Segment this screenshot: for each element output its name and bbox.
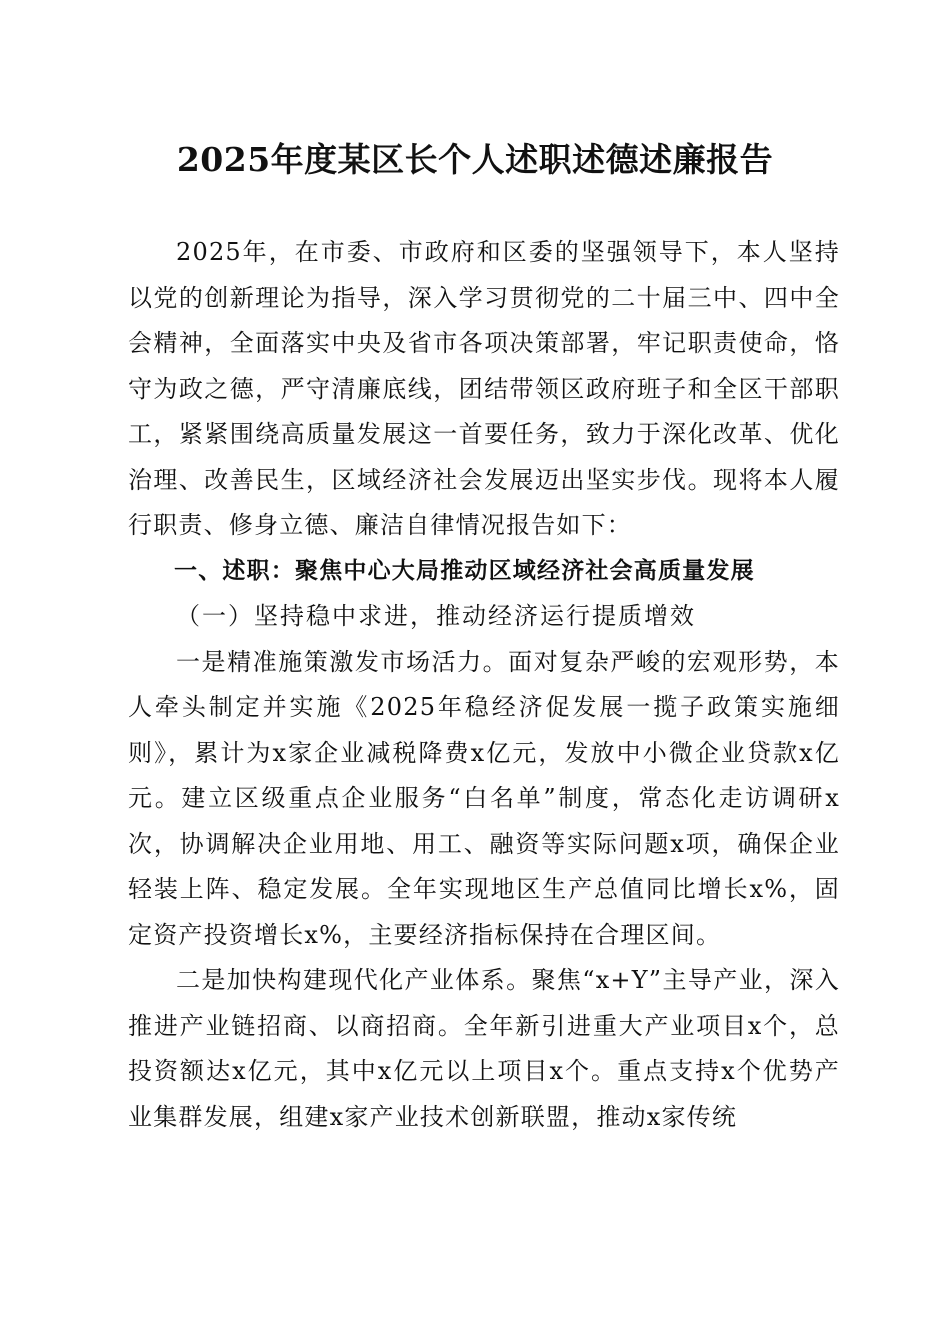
paragraph-2-lead: 二是加快构建现代化产业体系。 — [176, 966, 532, 994]
paragraph-2-body: 聚焦“x+Y”主导产业，深入推进产业链招商、以商招商。全年新引进重大产业项目x个，总投资额达x亿元，其中x亿元以上项目x个。重点支持x个优势产业集群发展，组建x家产业技术创新联盟，推动x家传统 — [128, 966, 840, 1131]
intro-paragraph: 2025年，在市委、市政府和区委的坚强领导下，本人坚持以党的创新理论为指导，深入学习贯彻党的二十届三中、四中全会精神，全面落实中央及省市各项决策部署，牢记职责使命，恪守为政之德，严守清廉底线，团结带领区政府班子和全区干部职工，紧紧围绕高质量发展这一首要任务，致力于深化改革、优化治理、改善民生，区域经济社会发展迈出坚实步伐。现将本人履行职责、修身立德、廉洁自律情况报告如下： — [128, 238, 840, 539]
document-body — [128, 230, 840, 1140]
paragraph-1 — [128, 640, 840, 959]
paragraph-1-lead: 一是精准施策激发市场活力。 — [176, 647, 509, 676]
paragraph-2 — [128, 958, 840, 1140]
document-title: 2025年度某区长个人述职述德述廉报告 — [176, 140, 774, 179]
section-heading: 一、述职：聚焦中心大局推动区域经济社会高质量发展 — [174, 557, 755, 584]
paragraph-1-body: 面对复杂严峻的宏观形势，本人牵头制定并实施《2025年稳经济促发展一揽子政策实施细则》，累计为x家企业减税降费x亿元，发放中小微企业贷款x亿元。建立区级重点企业服务“白名单”制度，常态化走访调研x次，协调解决企业用地、用工、融资等实际问题x项，确保企业轻装上阵、稳定发展。全年实现地区生产总值同比增长x%，固定资产投资增长x%，主要经济指标保持在合理区间。 — [128, 647, 840, 949]
subsection-heading: （一）坚持稳中求进，推动经济运行提质增效 — [176, 602, 696, 630]
